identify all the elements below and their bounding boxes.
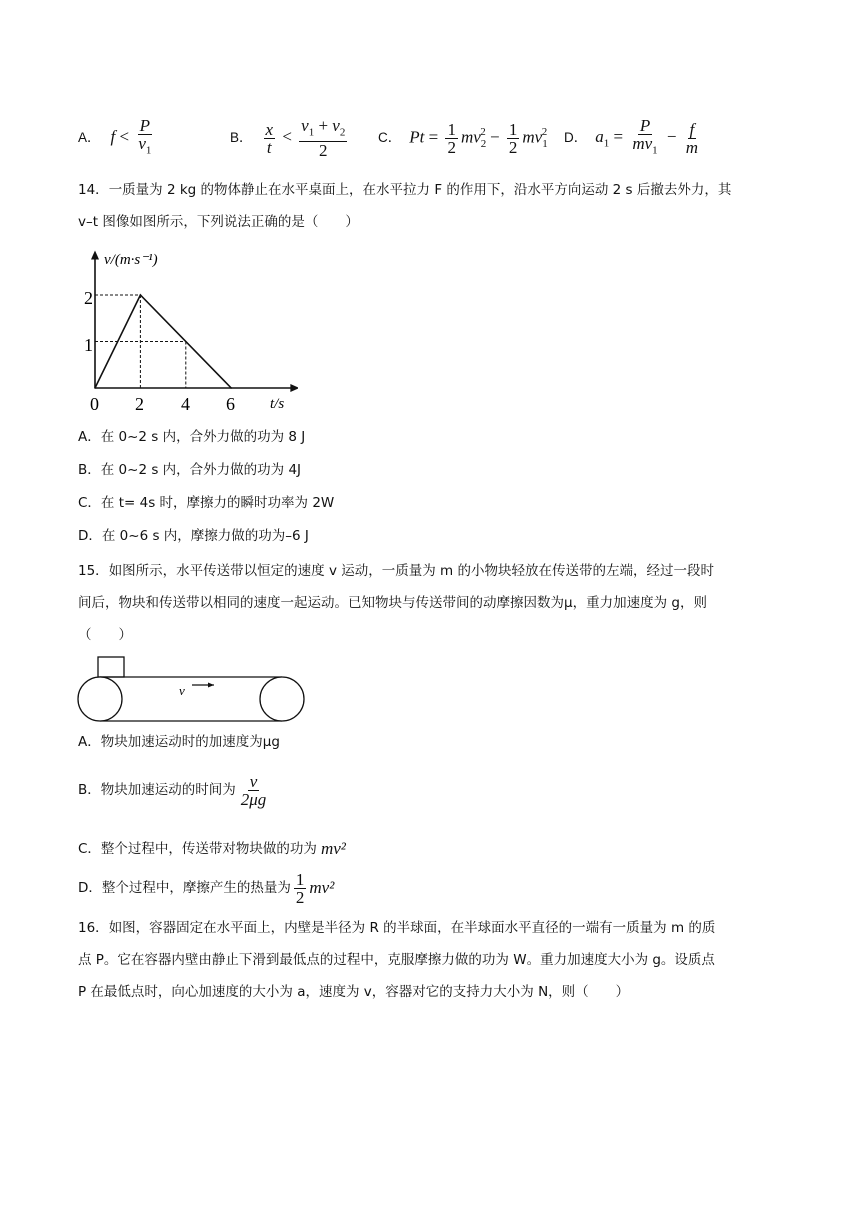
x-axis-label: t/s [270,396,285,412]
q15-option-d-text: D．整个过程中，摩擦产生的热量为 [78,880,291,896]
q15-option-c [78,838,346,860]
q15-stem-text1: 如图所示，水平传送带以恒定的速度 v 运动，一质量为 m 的小物块轻放在传送带的左端，经过一段时 [108,563,714,579]
option-a-formula: f < $\frac{P}{v_1}$ [110,115,152,157]
q15-stem-line1 [78,561,714,581]
q16-stem-line1 [78,918,715,938]
q15-option-d [78,866,334,910]
velocity-arrow-head [208,683,214,688]
q16-stem-text1: 如图，容器固定在水平面上，内壁是半径为 R 的半球面，在半球面水平直径的一端有一质量为 m 的质 [108,920,716,936]
q15-option-d-fraction [294,871,307,906]
q16-number: 16． [78,920,109,936]
y-axis-arrow [91,250,99,259]
q14-stem-text1: 一质量为 2 kg 的物体静止在水平桌面上，在水平拉力 F 的作用下，沿水平方向运动 2 s 后撤去外力，其 [108,182,732,198]
q15-option-a: A．物块加速运动时的加速度为μg [78,734,280,750]
q14-option-a: A．在 0~2 s 内，合外力做的功为 8 J [78,429,306,445]
right-pulley [260,677,304,721]
q13-option-d [564,115,703,158]
x-axis-arrow [290,384,298,392]
data-point-0 [94,387,96,389]
q15-option-c-formula: mv² [320,839,346,858]
q15-number: 15． [78,563,109,579]
q15-option-b [78,768,271,812]
q13-option-a [78,115,156,158]
option-d-formula: $a_1$ = $\frac{P}{mv_1}$ − $\frac{f}{m}$ [595,115,699,157]
q13-option-b [230,115,350,161]
option-d-label: D． [564,130,588,145]
y-tick-2: 2 [84,288,93,308]
q15-option-d-formula: mv² [309,878,335,897]
q14-option-d: D．在 0~6 s 内，摩擦力做的功为–6 J [78,528,309,544]
q15-option-b-num: v [249,771,258,791]
q16-stem-line2: 点 P。它在容器内壁由静止下滑到最低点的过程中，克服摩擦力做的功为 W。重力加速度大小为 g。设质点 [78,952,715,968]
y-tick-1: 1 [84,335,93,355]
q14-stem-line2: v–t 图像如图所示，下列说法正确的是（ ） [78,214,359,230]
y-axis-label: v/(m·s⁻¹) [104,252,158,268]
conveyor-belt-diagram [76,654,308,726]
x-tick-4: 4 [181,394,190,414]
option-c-label: C． [378,130,402,145]
q14-option-c: C．在 t= 4s 时，摩擦力的瞬时功率为 2W [78,495,335,511]
q15-option-c-text: C．整个过程中，传送带对物块做的功为 [78,841,317,857]
x-tick-2: 2 [135,394,144,414]
q13-option-c [378,118,547,158]
q16-stem-line3: P 在最低点时，向心加速度的大小为 a，速度为 v，容器对它的支持力大小为 N，则（ ） [78,984,630,1000]
option-b-formula: $\frac{x}{t}$ < $\frac{v_1 + v_2}{2}$ [265,115,346,161]
option-c-formula: Pt = $\frac{1}{2}$ $mv_2^2$ − $\frac{1}{2}$ $mv_1^2$ [409,119,548,157]
vt-plot-area [91,250,298,392]
option-b-label: B． [230,130,253,145]
q14-option-b: B．在 0~2 s 内，合外力做的功为 4J [78,462,302,478]
q14-stem-line1 [78,180,731,200]
block [98,657,124,677]
q15-option-b-text: B．物块加速运动的时间为 [78,782,236,798]
q15-option-d-num: 1 [295,869,305,889]
vt-graph [78,240,298,416]
x-tick-6: 6 [226,394,235,414]
option-a-label: A． [78,130,101,145]
q14-number: 14． [78,182,109,198]
data-point-2 [230,387,232,389]
velocity-label: v [179,683,185,698]
left-pulley [78,677,122,721]
x-tick-0: 0 [90,394,99,414]
q15-option-b-fraction [239,773,269,808]
q15-stem-line3: （ ） [78,627,132,643]
q15-option-d-den: 2 [295,887,305,907]
data-point-1 [140,294,142,296]
q15-stem-line2: 间后，物块和传送带以相同的速度一起运动。已知物块与传送带间的动摩擦因数为μ，重力加速度为 g，则 [78,595,707,611]
q15-option-b-den: 2μg [240,789,267,809]
